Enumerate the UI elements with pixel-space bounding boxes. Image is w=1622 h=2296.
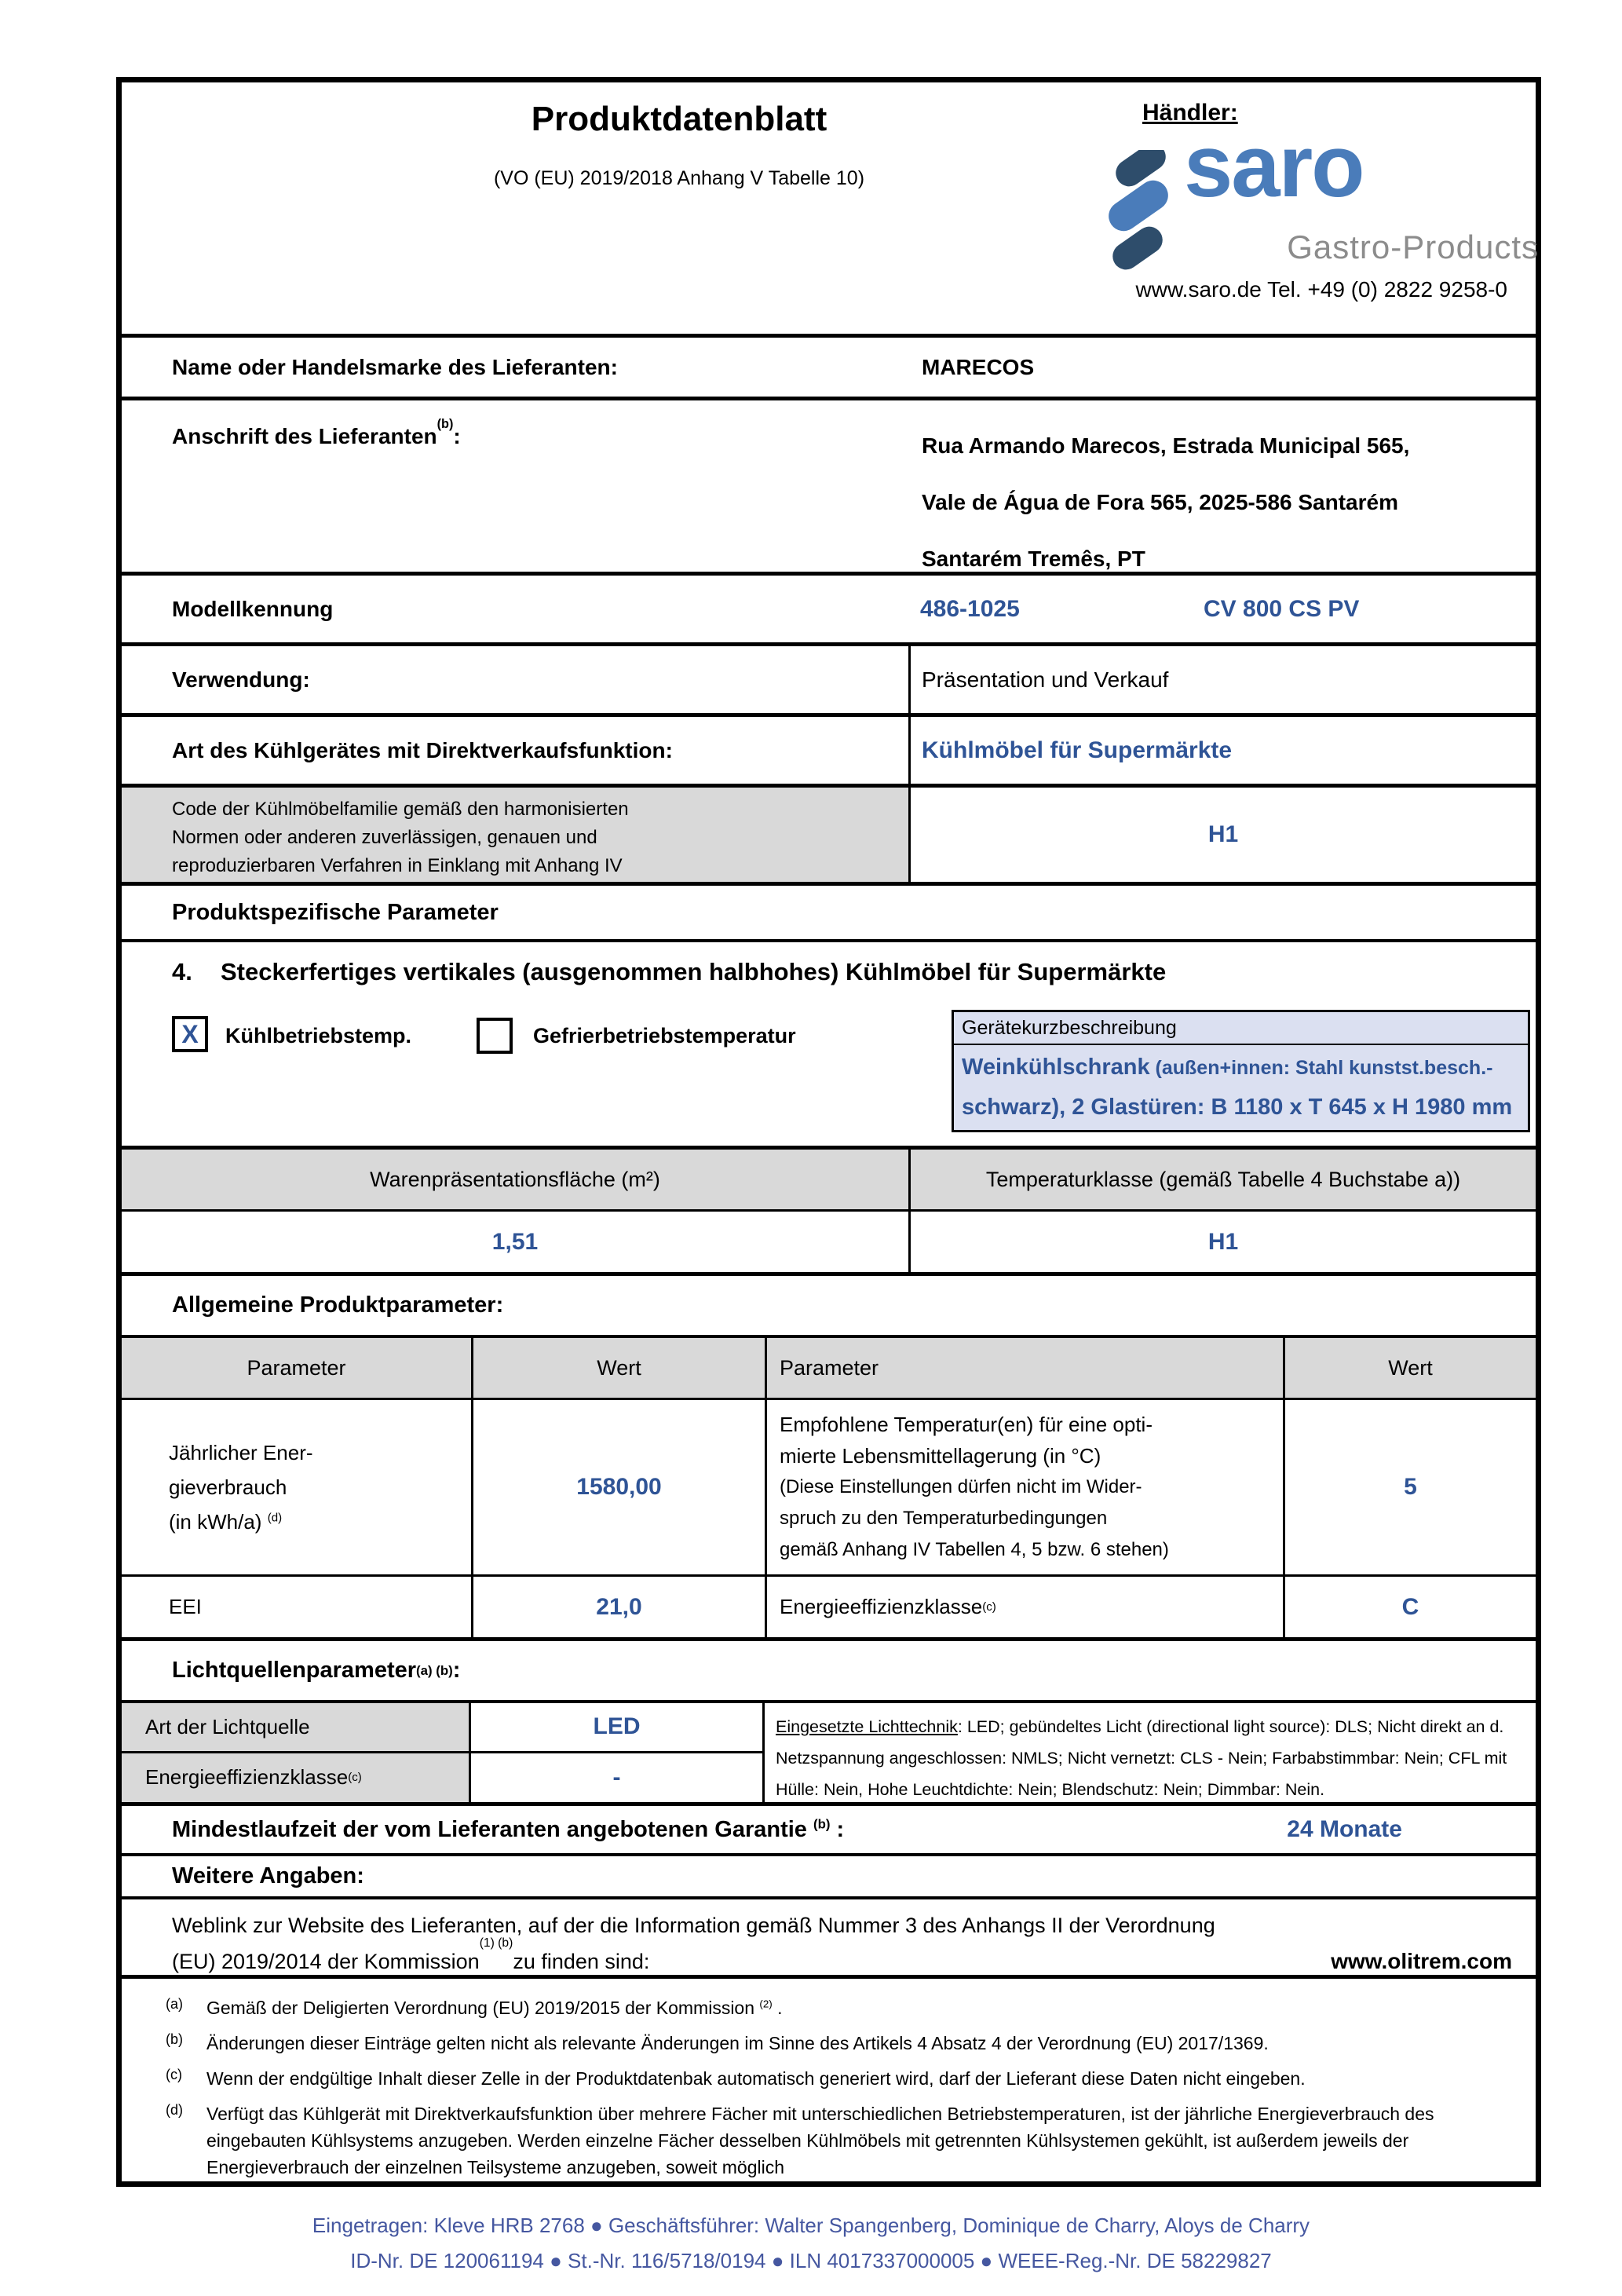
supplier-name-value: MARECOS <box>922 354 1035 379</box>
light-source-label: Art der Lichtquelle <box>122 1703 469 1753</box>
footnote-a-sup: (2) <box>759 1998 773 2010</box>
surface-value-row <box>122 1209 1536 1272</box>
model-row <box>122 572 1536 642</box>
model-name: CV 800 CS PV <box>1204 595 1360 622</box>
footnote-marker: (c) <box>166 2067 182 2082</box>
product-params-heading: Produktspezifische Parameter <box>172 899 499 925</box>
more-info-heading: Weitere Angaben: <box>172 1863 364 1888</box>
general-params-heading: Allgemeine Produktparameter: <box>172 1292 504 1318</box>
temp-class-header: Temperaturklasse (gemäß Tabelle 4 Buchstabe a)) <box>911 1150 1536 1209</box>
table-row-energy <box>122 1398 1536 1574</box>
footnote-text: Verfügt das Kühlgerät mit Direktverkaufsfunktion über mehrere Fächer mit unterschiedlichen Betriebstemperaturen, ist der jährliche Energieverbrauch des eingebauten Kühlsystems anzugeben. Werden einzelne Fächer desselben Kühlmöbels mit getrennten Kühlsystemen gekühlt, ist außerdem jeweils der Energieverbrauch der einzelnen Teilsysteme anzugeben, soweit möglich <box>206 2104 1434 2177</box>
efficiency-class-value: C <box>1283 1577 1536 1637</box>
short-description-title: Gerätekurzbeschreibung <box>954 1012 1528 1045</box>
energy-label-line: gieverbrauch <box>169 1475 287 1499</box>
family-code-label-line: Normen oder anderen zuverlässigen, genauen und <box>172 827 597 848</box>
supplier-address-label: Anschrift des Lieferanten (b) : <box>172 417 461 448</box>
device-type-label: Art des Kühlgerätes mit Direktverkaufsfunktion: <box>122 717 911 784</box>
general-params-table-header <box>122 1335 1536 1398</box>
usage-label: Verwendung: <box>122 646 911 713</box>
energy-label <box>122 1400 471 1574</box>
product-params-heading-row <box>122 882 1536 939</box>
light-labels-column <box>122 1703 471 1802</box>
surface-area-value: 1,51 <box>122 1212 911 1272</box>
energy-label-line: (in kWh/a) $^{(d)}$ <box>169 1510 283 1534</box>
supplier-name-row <box>122 334 1536 397</box>
warranty-label: Mindestlaufzeit der vom Lieferanten angebotenen Garantie $^{(b)}$ : <box>172 1815 845 1842</box>
family-code-value: H1 <box>1207 821 1239 847</box>
cooling-temp-label: Kühlbetriebstemp. <box>225 1024 412 1047</box>
footnote-marker: (b) <box>166 2031 183 2047</box>
short-description-body <box>954 1045 1528 1133</box>
saro-contact-line[interactable]: www.saro.de Tel. +49 (0) 2822 9258-0 <box>1135 277 1507 302</box>
footnote-c <box>166 2065 1504 2092</box>
saro-logo-subtext: Gastro-Products <box>1287 229 1539 265</box>
light-params-heading-row <box>122 1637 1536 1700</box>
family-code-label-line: reproduzierbaren Verfahren in Einklang mit Anhang IV <box>172 855 623 876</box>
device-type-row <box>122 713 1536 784</box>
page-title: Produktdatenblatt <box>531 100 827 138</box>
recommended-temp-value: 5 <box>1283 1400 1536 1574</box>
section4-number: 4. <box>172 958 192 985</box>
temp-label-line: spruch zu den Temperaturbedingungen <box>780 1508 1108 1529</box>
short-description-main: Weinkühlschrank <box>962 1055 1150 1080</box>
footnote-text: Wenn der endgültige Inhalt dieser Zelle in der Produktdatenbak automatisch generiert wird, darf der Lieferant diese Daten nicht eingeben. <box>206 2068 1306 2089</box>
family-code-label-line: Code der Kühlmöbelfamilie gemäß den harmonisierten <box>172 799 629 820</box>
weblink-text-line1: Weblink zur Website des Lieferanten, auf der die Information gemäß Nummer 3 des Anhangs II der Verordnung <box>172 1914 1215 1937</box>
warranty-sup: (b) <box>813 1815 831 1831</box>
supplier-address-value <box>911 400 1536 572</box>
address-line: Vale de Água de Fora 565, 2025-586 Santarém <box>922 490 1398 514</box>
light-tech-note-text: : LED; gebündeltes Licht (directional light source): DLS; Nicht direkt an d. Netzspannung angeschlossen: NMLS; Nicht vernetzt: CLS - Nein; Farbabstimmbar: Nein; CFL mit Hülle: Nein, Hohe Leuchtdichte: Nein; Blendschutz: Nein; Dimmbar: Nein. <box>776 1717 1507 1799</box>
surface-header-row <box>122 1146 1536 1209</box>
temp-class-value: H1 <box>1207 1228 1239 1255</box>
section4 <box>122 939 1536 1146</box>
supplier-address-label-text: Anschrift des Lieferanten <box>172 424 437 448</box>
energy-value: 1580,00 <box>471 1400 765 1574</box>
saro-logo-word: saro <box>1184 117 1364 215</box>
address-line: Rua Armando Marecos, Estrada Municipal 565, <box>922 433 1410 458</box>
dealer-label: Händler: <box>1142 100 1238 126</box>
general-params-heading-row <box>122 1272 1536 1335</box>
efficiency-class-label: Energieeffizienzklasse (c) <box>765 1577 1283 1637</box>
light-class-label: Energieeffizienzklasse (c) <box>122 1753 469 1802</box>
section4-heading: Steckerfertiges vertikales (ausgenommen halbhohes) Kühlmöbel für Supermärkte <box>221 958 1167 985</box>
light-tech-note <box>765 1703 1536 1802</box>
weblink-sup: (1) (b) <box>479 1936 513 1950</box>
footer-line1: Eingetragen: Kleve HRB 2768 ● Geschäftsführer: Walter Spangenberg, Dominique de Charry, Aloys de Charry <box>312 2214 1310 2237</box>
address-line: Santarém Tremês, PT <box>922 547 1145 571</box>
footnote-text: Änderungen dieser Einträge gelten nicht als relevante Änderungen im Sinne des Artikels 4 Absatz 4 der Verordnung (EU) 2017/1369. <box>206 2033 1269 2053</box>
temp-label-line: gemäß Anhang IV Tabellen 4, 5 bzw. 6 stehen) <box>780 1539 1169 1560</box>
family-code-label <box>122 788 911 882</box>
supplier-address-row <box>122 397 1536 572</box>
warranty-row <box>122 1802 1536 1853</box>
page-subtitle: (VO (EU) 2019/2018 Anhang V Tabelle 10) <box>493 167 865 189</box>
footnote-marker: (d) <box>166 2102 183 2118</box>
footer-line2: ID-Nr. DE 120061194 ● St.-Nr. 116/5718/0194 ● ILN 4017337000005 ● WEEE-Reg.-Nr. DE 58229827 <box>350 2249 1272 2272</box>
energy-label-line: Jährlicher Ener- <box>169 1441 313 1464</box>
eei-value: 21,0 <box>471 1577 765 1637</box>
header-section <box>122 82 1539 334</box>
cooling-temp-checkbox: X <box>172 1016 208 1052</box>
company-footer <box>0 2208 1622 2279</box>
device-type-value: Kühlmöbel für Supermärkte <box>922 737 1233 763</box>
light-source-value: LED <box>471 1703 762 1753</box>
eei-label: EEI <box>169 1595 202 1618</box>
short-description-detail: (außen+innen: Stahl kunstst.besch.- <box>1149 1057 1493 1079</box>
col-header-parameter-1: Parameter <box>122 1338 471 1398</box>
footnote-marker: (a) <box>166 1996 183 2012</box>
temp-label-line: Empfohlene Temperatur(en) für eine opti- <box>780 1413 1153 1436</box>
col-header-wert-2: Wert <box>1283 1338 1536 1398</box>
light-params-table <box>122 1700 1536 1802</box>
warranty-value: 24 Monate <box>1287 1816 1402 1842</box>
model-label: Modellkennung <box>172 596 334 621</box>
col-header-wert-1: Wert <box>471 1338 765 1398</box>
light-class-value: - <box>612 1764 621 1790</box>
freezing-temp-checkbox <box>477 1018 513 1054</box>
weblink-text-line2: (EU) 2019/2014 der Kommission (1) (b) zu finden sind: www.olitrem.com <box>172 1943 1512 1980</box>
recommended-temp-label <box>765 1400 1283 1574</box>
document-frame <box>116 77 1541 2187</box>
supplier-name-label: Name oder Handelsmarke des Lieferanten: <box>172 354 618 379</box>
light-values-column <box>471 1703 765 1802</box>
usage-row <box>122 642 1536 713</box>
device-short-description-box <box>952 1010 1530 1132</box>
surface-area-header: Warenpräsentationsfläche (m²) <box>122 1150 911 1209</box>
light-tech-note-title: Eingesetzte Lichttechnik <box>776 1717 958 1736</box>
footnote-d <box>166 2100 1504 2181</box>
temp-label-line: mierte Lebensmittellagerung (in °C) <box>780 1444 1101 1468</box>
saro-logo <box>1099 117 1539 277</box>
footnote-b <box>166 2030 1504 2057</box>
short-description-line2: schwarz), 2 Glastüren: B 1180 x T 645 x H 1980 mm <box>962 1095 1513 1120</box>
footnotes-section <box>122 1975 1536 2181</box>
family-code-row <box>122 784 1536 882</box>
col-header-parameter-2: Parameter <box>765 1338 1283 1398</box>
temp-label-line: (Diese Einstellungen dürfen nicht im Wider- <box>780 1476 1142 1497</box>
freezing-temp-label: Gefrierbetriebstemperatur <box>533 1024 796 1047</box>
energy-label-sup: (d) <box>267 1511 283 1525</box>
footnote-a <box>166 1994 1504 2021</box>
weblink-row <box>122 1896 1536 1975</box>
light-params-heading: Lichtquellenparameter (a) (b) : <box>172 1658 461 1683</box>
supplier-website-link[interactable]: www.olitrem.com <box>1331 1949 1512 1973</box>
saro-s-icon <box>1099 150 1178 276</box>
more-info-row <box>122 1853 1536 1896</box>
supplier-address-colon: : <box>453 424 461 448</box>
model-code: 486-1025 <box>920 595 1020 622</box>
footnote-text: Gemäß der Deligierten Verordnung (EU) 2019/2015 der Kommission $^{(2)}$ . <box>206 1998 783 2018</box>
usage-value: Präsentation und Verkauf <box>922 667 1169 692</box>
table-row-eei <box>122 1574 1536 1637</box>
